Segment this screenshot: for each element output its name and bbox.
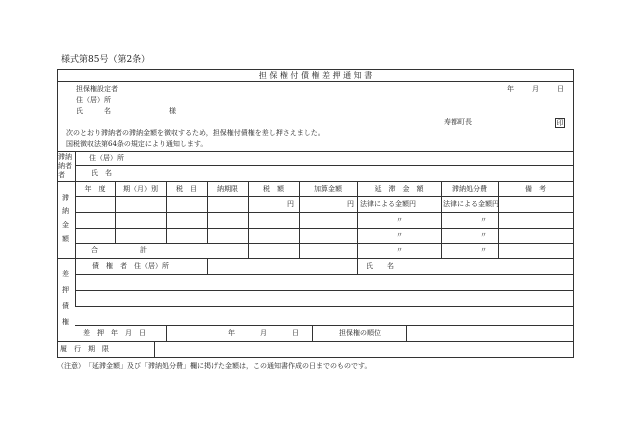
header-fiscal-year: 年 度: [84, 185, 106, 193]
amounts-side-label-4: 額: [62, 235, 69, 243]
header-period: 期（月）別: [123, 185, 158, 193]
seized-side-label-3: 債: [62, 302, 69, 310]
delinquent-side-label-2: 納者: [58, 162, 72, 170]
date-year: 年: [507, 85, 514, 93]
notice-body-line2: 国税徴収法第64条の規定により通知します。: [66, 140, 208, 148]
late-fee-by-law: 法律による金額円: [360, 200, 416, 208]
seized-side-label-4: 権: [62, 318, 69, 326]
disposition-by-law: 法律による金額円: [443, 200, 499, 208]
header-remarks: 備 考: [525, 185, 546, 193]
total-label: 合 計: [91, 246, 147, 254]
priority-label: 担保権の順位: [339, 329, 381, 337]
creditor-name-label: 氏 名: [366, 262, 394, 270]
seizure-date-year: 年: [228, 329, 235, 337]
header-disposition-cost: 滞納処分費: [452, 185, 487, 193]
seizure-date-day: 日: [292, 329, 299, 337]
ditto-late-3: 〃: [396, 246, 403, 254]
document-title: 担 保 権 付 債 権 差 押 通 知 書: [258, 71, 373, 80]
amounts-side-label-1: 滞: [62, 194, 69, 202]
seized-side-label-2: 押: [62, 286, 69, 294]
ditto-disp-3: 〃: [480, 246, 487, 254]
date-month: 月: [532, 85, 539, 93]
header-due-date: 納期限: [217, 185, 238, 193]
ditto-late-1: 〃: [396, 216, 403, 224]
seizure-date-month: 月: [260, 329, 267, 337]
honorific: 様: [169, 107, 176, 115]
addressee-name-label: 氏 名: [76, 107, 111, 115]
seal-mark: 印: [556, 119, 564, 127]
ditto-disp-1: 〃: [480, 216, 487, 224]
notice-body-line1: 次のとおり滞納者の滞納金額を徴収するため，担保権付債権を差し押さえました。: [66, 129, 325, 137]
seizure-date-label: 差 押 年 月 日: [83, 329, 146, 337]
unit-yen-tax: 円: [287, 200, 294, 208]
unit-yen-surcharge: 円: [347, 200, 354, 208]
delinquent-side-label-3: 者: [58, 171, 65, 179]
amounts-side-label-2: 納: [62, 207, 69, 215]
header-tax-item: 税 目: [176, 185, 197, 193]
delinquent-side-label-1: 滞納: [58, 153, 72, 161]
ditto-late-2: 〃: [396, 231, 403, 239]
header-surcharge: 加算金額: [314, 185, 342, 193]
addressee-label: 担保権設定者: [76, 85, 118, 93]
date-day: 日: [557, 85, 564, 93]
issuer-title: 寿都町長: [444, 118, 472, 126]
addressee-address-label: 住（居）所: [76, 96, 111, 104]
creditor-address-label: 債 権 者 住（居）所: [92, 262, 169, 270]
form-number: 様式第85号（第2条）: [61, 55, 151, 65]
delinquent-name-label: 氏 名: [91, 169, 112, 177]
delinquent-address-label: 住（居）所: [89, 154, 124, 162]
seized-side-label-1: 差: [62, 270, 69, 278]
ditto-disp-2: 〃: [480, 231, 487, 239]
amounts-side-label-3: 金: [62, 221, 69, 229]
footnote: （注意） 「延滞金額」及び「滞納処分費」欄に掲げた金額は，この通知書作成の日までのものです。: [57, 362, 372, 370]
performance-deadline-label: 履 行 期 限: [60, 345, 109, 353]
header-tax-amount: 税 額: [263, 185, 284, 193]
header-late-fee: 延 滞 金 額: [374, 185, 424, 193]
